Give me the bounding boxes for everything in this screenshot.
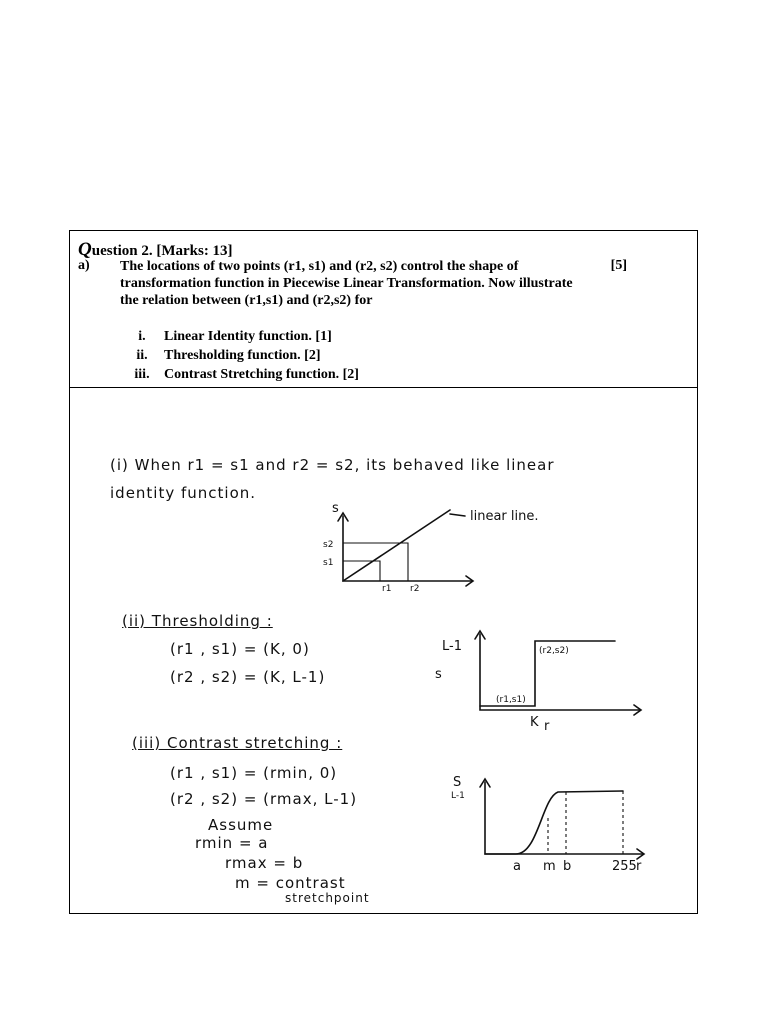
contrast-y-top: L-1: [451, 791, 465, 801]
answer-part3-a2: rmax = b: [225, 854, 304, 872]
answer-part3-assume: Assume: [208, 816, 274, 834]
answer-part3-a1: rmin = a: [195, 834, 269, 852]
threshold-point-high: (r2,s2): [539, 646, 569, 656]
subpart-list: [120, 327, 359, 384]
identity-x-tick: r2: [410, 584, 420, 594]
threshold-y-label: s: [435, 667, 442, 682]
contrast-x-tick: 255: [612, 859, 637, 874]
part-text: The locations of two points (r1, s1) and (r2, s2) control the shape of transformation function in Piecewise Linear Transformation. Now illustrate the relation between (r1,s1) and (r2,s2) for: [120, 259, 573, 308]
contrast-x-tick: m: [543, 859, 556, 874]
identity-annotation-arrow: [450, 514, 465, 516]
threshold-graph: [435, 631, 641, 734]
subpart-text: Linear Identity function. [1]: [164, 328, 332, 344]
answer-part3-a3: m = contrast: [235, 874, 346, 892]
subpart-number: iii.: [134, 366, 150, 382]
threshold-x-label: r: [544, 719, 550, 734]
contrast-x-tick: a: [513, 859, 521, 874]
contrast-curve: [485, 791, 623, 854]
identity-y-tick: s1: [323, 558, 334, 568]
identity-graph: [323, 501, 539, 594]
subpart-item: [120, 346, 359, 365]
answer-part2-eq2: (r2 , s2) = (K, L-1): [170, 668, 326, 686]
identity-line: [343, 510, 450, 581]
contrast-graph: [451, 775, 644, 874]
threshold-point-low: (r1,s1): [496, 695, 526, 705]
exam-sheet: [69, 230, 698, 914]
threshold-x-tick: K: [530, 715, 539, 730]
answer-part3-eq2: (r2 , s2) = (rmax, L-1): [170, 790, 358, 808]
question-box: [70, 231, 697, 388]
answer-part3-heading: (iii) Contrast stretching :: [132, 734, 343, 752]
handwritten-answer: [70, 388, 697, 913]
question-initial: Q: [78, 239, 92, 260]
subpart-number: ii.: [136, 347, 148, 363]
identity-x-tick: r1: [382, 584, 392, 594]
subpart-item: [120, 365, 359, 384]
answer-part3-eq1: (r1 , s1) = (rmin, 0): [170, 764, 338, 782]
identity-y-tick: s2: [323, 540, 334, 550]
identity-y-label: s: [332, 501, 339, 516]
subpart-item: [120, 327, 359, 346]
sketch-canvas: [70, 388, 699, 913]
subpart-number: i.: [138, 328, 146, 344]
contrast-x-tick: b: [563, 859, 572, 874]
question-title: uestion 2. [Marks: 13]: [91, 243, 233, 259]
answer-part1-line2: identity function.: [110, 484, 257, 502]
identity-annotation: linear line.: [470, 509, 539, 524]
threshold-y-top: L-1: [442, 639, 462, 654]
answer-part1-line1: (i) When r1 = s1 and r2 = s2, its behaved like linear: [110, 456, 555, 474]
contrast-x-label: r: [636, 859, 642, 874]
part-label: a): [78, 258, 90, 273]
contrast-axes: [485, 782, 643, 854]
answer-part3-a4: stretchpoint: [285, 891, 370, 905]
answer-part2-eq1: (r1 , s1) = (K, 0): [170, 640, 310, 658]
answer-part2-heading: (ii) Thresholding :: [122, 612, 273, 630]
part-marks: [5]: [610, 258, 627, 273]
contrast-y-label: S: [453, 775, 462, 790]
subpart-text: Contrast Stretching function. [2]: [164, 366, 359, 382]
subpart-text: Thresholding function. [2]: [164, 347, 321, 363]
